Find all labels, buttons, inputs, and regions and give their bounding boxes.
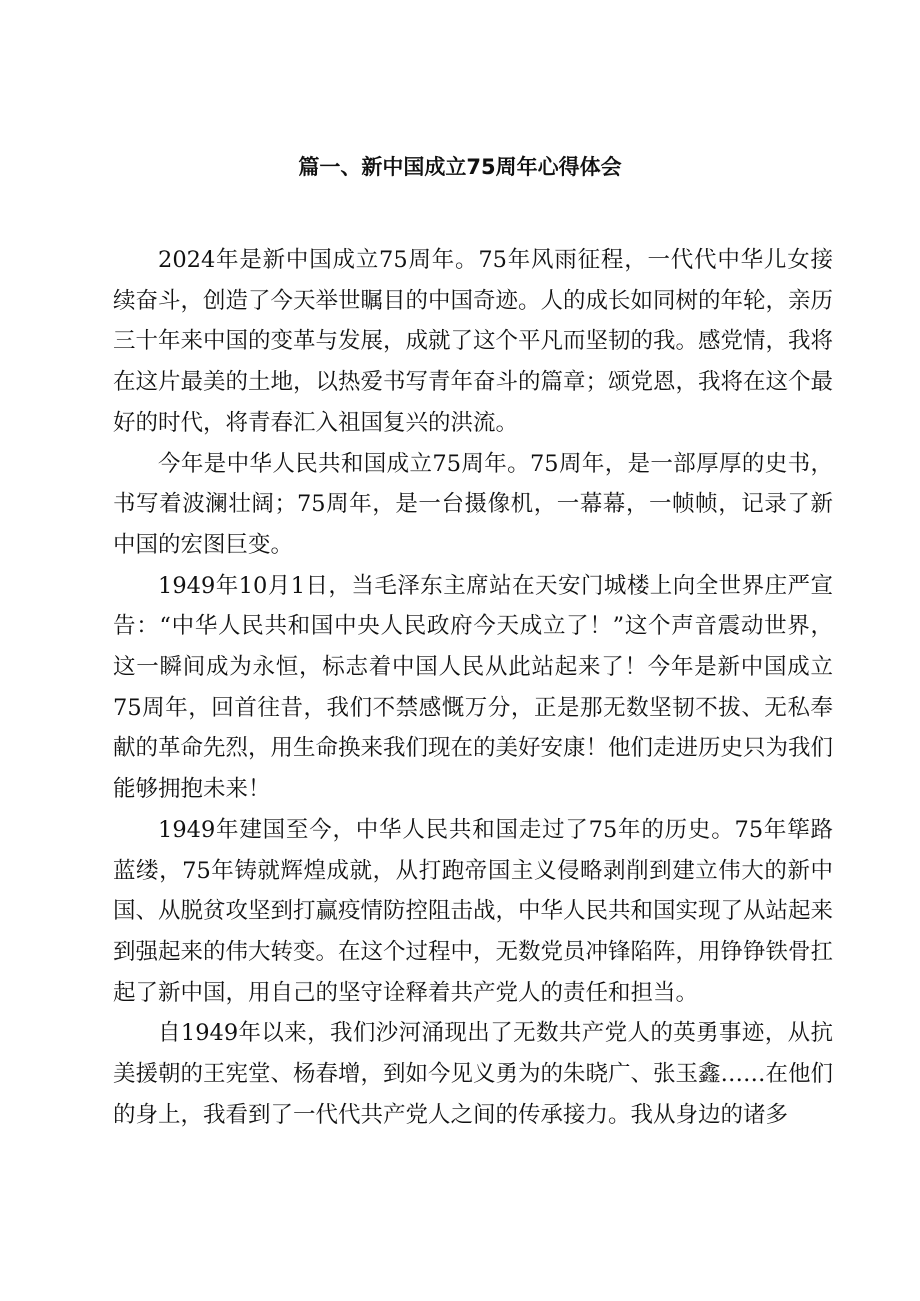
paragraph: 1949年10月1日，当毛泽东主席站在天安门城楼上向全世界庄严宣告：“中华人民共和国中央人民政府今天成立了！”这个声音震动世界，这一瞬间成为永恒，标志着中国人民从此站起来了！今年是新中国成立75周年，回首往昔，我们不禁感慨万分，正是那无数坚韧不拔、无私奉献的革命先烈，用生命换来我们现在的美好安康！他们走进历史只为我们能够拥抱未来！ bbox=[113, 572, 834, 803]
paragraph: 2024年是新中国成立75周年。75年风雨征程，一代代中华儿女接续奋斗，创造了今天举世瞩目的中国奇迹。人的成长如同树的年轮，亲历三十年来中国的变革与发展，成就了这个平凡而坚韧的我。感党情，我将在这片最美的土地，以热爱书写青年奋斗的篇章；颂党恩，我将在这个最好的时代，将青春汇入祖国复兴的洪流。 bbox=[113, 247, 834, 436]
paragraph: 1949年建国至今，中华人民共和国走过了75年的历史。75年筚路蓝缕，75年铸就辉煌成就，从打跑帝国主义侵略剥削到建立伟大的新中国、从脱贫攻坚到打赢疫情防控阻击战，中华人民共和国实现了从站起来到强起来的伟大转变。在这个过程中，无数党员冲锋陷阵，用铮铮铁骨扛起了新中国，用自己的坚守诠释着共产党人的责任和担当。 bbox=[113, 816, 834, 1006]
document-body bbox=[113, 240, 833, 1135]
paragraph: 自1949年以来，我们沙河涌现出了无数共产党人的英勇事迹，从抗美援朝的王宪堂、杨春增，到如今见义勇为的朱晓广、张玉鑫……在他们的身上，我看到了一代代共产党人之间的传承接力。我从身边的诸多 bbox=[113, 1020, 834, 1128]
document-title: 篇一、新中国成立75周年心得体会 bbox=[298, 155, 622, 179]
paragraph: 今年是中华人民共和国成立75周年。75周年，是一部厚厚的史书，书写着波澜壮阔；75周年，是一台摄像机，一幕幕，一帧帧，记录了新中国的宏图巨变。 bbox=[113, 450, 833, 558]
